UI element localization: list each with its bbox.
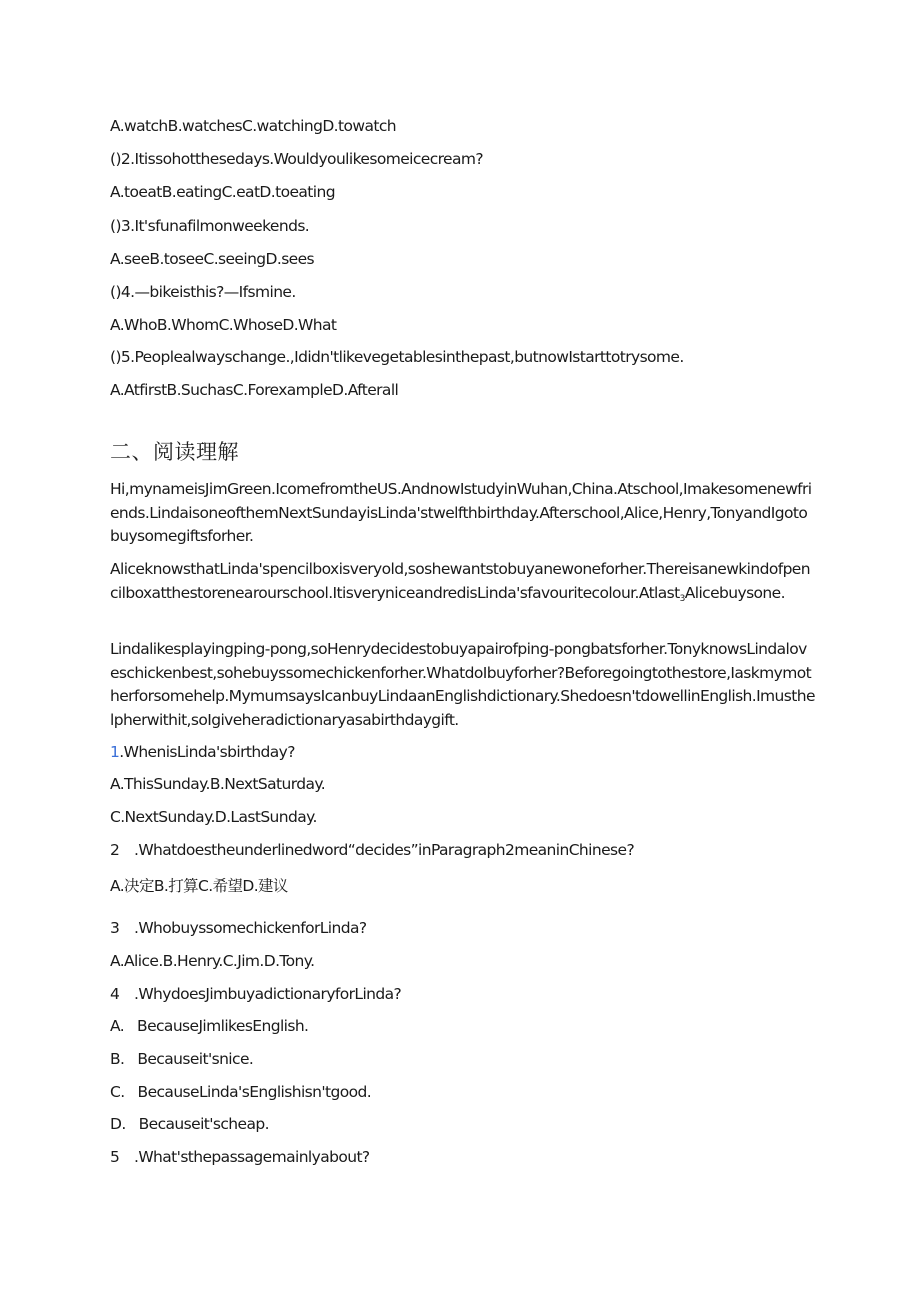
question-3-number: 3 xyxy=(110,919,120,937)
question-1-options-ab: A.ThisSunday.B.NextSaturday. xyxy=(110,775,326,793)
question-1-options-cd: C.NextSunday.D.LastSunday. xyxy=(110,808,317,826)
q4-options: A.WhoB.WhomC.WhoseD.What xyxy=(110,316,337,334)
question-4-option-a: A. BecauseJimlikesEnglish. xyxy=(110,1017,309,1035)
question-4 xyxy=(110,984,401,1004)
q4-stem: ()4.—bikeisthis?—Ifsmine. xyxy=(110,283,296,301)
q1-options: A.watchB.watchesC.watchingD.towatch xyxy=(110,117,396,135)
question-4-option-c: C. BecauseLinda'sEnglishisn'tgood. xyxy=(110,1083,372,1101)
paragraph-2-ending: Alicebuysone. xyxy=(684,583,785,602)
question-3 xyxy=(110,918,366,938)
footnote-marker: 3 xyxy=(679,593,685,604)
paragraph-2-text: AliceknowsthatLinda'spencilboxisveryold,soshewantstobuyanewoneforher.Thereisanewkindofpencilboxatthestorenearourschool.ItisveryniceandredisLinda'sfavouritecolour.Atlast xyxy=(110,560,810,602)
question-3-options: A.Alice.B.Henry.C.Jim.D.Tony. xyxy=(110,952,315,970)
question-2-number: 2 xyxy=(110,841,120,859)
question-2-options: A.决定B.打算C.希望D.建议 xyxy=(110,877,288,895)
question-4-number: 4 xyxy=(110,985,120,1003)
question-3-stem: .WhobuyssomechickenforLinda? xyxy=(134,919,367,937)
q5-options: A.AtfirstB.SuchasC.ForexampleD.Afterall xyxy=(110,381,399,399)
question-5 xyxy=(110,1147,370,1167)
question-1-number: 1 xyxy=(110,743,120,761)
question-4-stem: .WhydoesJimbuyadictionaryforLinda? xyxy=(134,985,402,1003)
question-4-option-b: B. Becauseit'snice. xyxy=(110,1050,254,1068)
passage-paragraph-3: Lindalikesplayingping-pong,soHenrydecidestobuyapairofping-pongbatsforher.TonyknowsLindaloveschickenbest,sohebuyssomechickenforher.WhatdoIbuyforher?Beforegoingtothestore,Iaskmymotherforsomehelp.MymumsaysIcanbuyLindaanEnglishdictionary.Shedoesn'tdowellinEnglish.Imusthelpherwithit,soIgiveheradictionaryasabirthdaygift. xyxy=(110,640,815,729)
question-2 xyxy=(110,840,634,860)
q3-stem: ()3.It'sfunafilmonweekends. xyxy=(110,217,310,235)
question-1-stem: .WhenisLinda'sbirthday? xyxy=(119,743,295,761)
passage-paragraph-2 xyxy=(110,558,815,611)
question-5-number: 5 xyxy=(110,1148,120,1166)
question-1 xyxy=(110,742,295,762)
section-heading: 二、阅读理解 xyxy=(110,440,239,464)
q5-stem: ()5.Peoplealwayschange.,Ididn'tlikevegetablesinthepast,butnowIstarttotrysome. xyxy=(110,348,684,366)
passage-paragraph-1: Hi,mynameisJimGreen.IcomefromtheUS.AndnowIstudyinWuhan,China.Atschool,Imakesomenewfriends.LindaisoneofthemNextSundayisLinda'stwelfthbirthday.Afterschool,Alice,Henry,TonyandIgotobuysomegiftsforher. xyxy=(110,480,812,545)
q2-stem: ()2.Itissohotthesedays.Wouldyoulikesomeicecream? xyxy=(110,150,484,168)
q3-options: A.seeB.toseeC.seeingD.sees xyxy=(110,250,315,268)
question-5-stem: .What'sthepassagemainlyabout? xyxy=(134,1148,370,1166)
q2-options: A.toeatB.eatingC.eatD.toeating xyxy=(110,183,335,201)
question-2-stem: .Whatdoestheunderlinedword“decides”inParagraph2meaninChinese? xyxy=(134,841,635,859)
question-4-option-d: D. Becauseit'scheap. xyxy=(110,1115,269,1133)
